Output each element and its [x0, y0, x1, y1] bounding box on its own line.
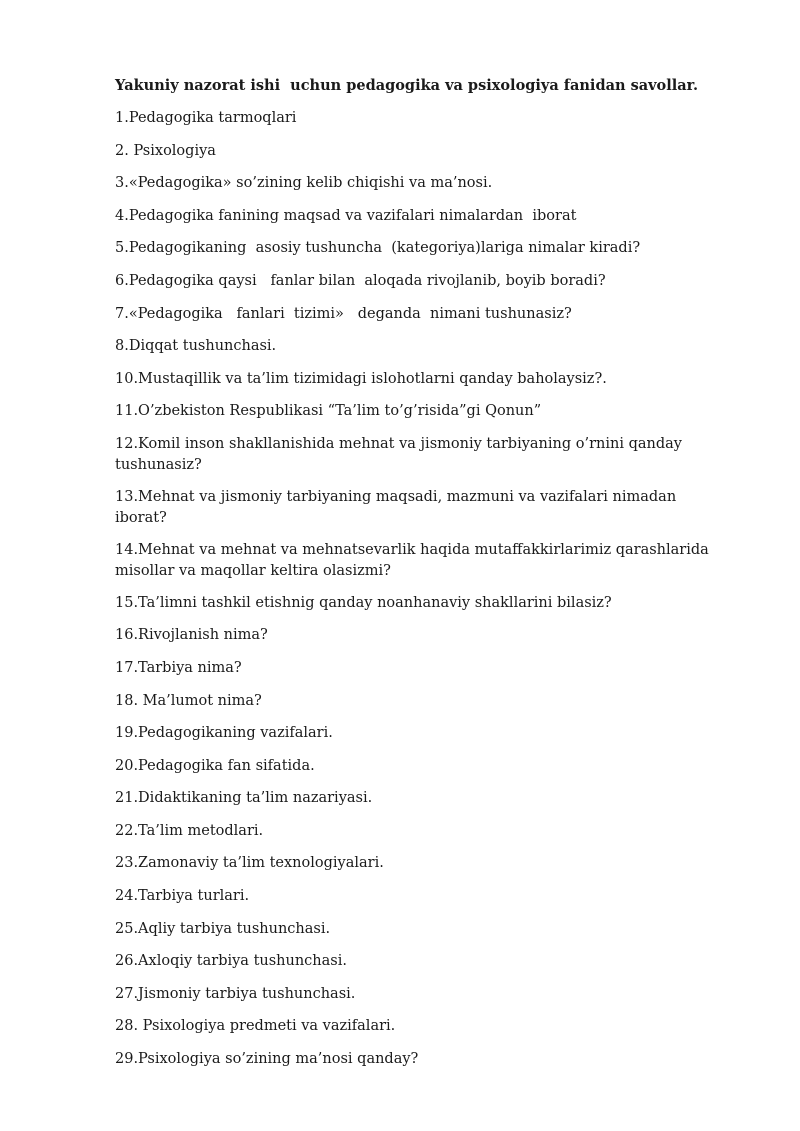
question-item: 4.Pedagogika fanining maqsad va vazifalari nimalardan iborat	[115, 207, 577, 224]
question-item: 1.Pedagogika tarmoqlari	[115, 110, 297, 126]
question-list	[115, 108, 730, 1070]
question-item: 11.O’zbekiston Respublikasi “Ta’lim to’g’risida”gi Qonun”	[115, 403, 542, 420]
question-item: 28. Psixologiya predmeti va vazifalari.	[115, 1018, 396, 1035]
question-item: 10.Mustaqillik va ta’lim tizimidagi islohotlarni qanday baholaysiz?.	[115, 370, 607, 387]
question-item: 21.Didaktikaning ta’lim nazariyasi.	[115, 790, 373, 807]
question-item: 15.Ta’limni tashkil etishnig qanday noanhanaviy shakllarini bilasiz?	[115, 594, 612, 611]
question-item: 23.Zamonaviy ta’lim texnologiyalari.	[115, 855, 384, 872]
document-body	[115, 76, 730, 1082]
question-item: 12.Komil inson shakllanishida mehnat va jismoniy tarbiyaning o’rnini qanday tushunasiz?	[115, 435, 682, 473]
question-item: 27.Jismoniy tarbiya tushunchasi.	[115, 985, 356, 1002]
question-item: 24.Tarbiya turlari.	[115, 888, 250, 905]
question-item: 8.Diqqat tushunchasi.	[115, 338, 277, 355]
question-item: 7.«Pedagogika fanlari tizimi» deganda nimani tushunasiz?	[115, 305, 572, 322]
question-item: 5.Pedagogikaning asosiy tushuncha (kategoriya)lariga nimalar kiradi?	[115, 240, 641, 257]
question-item: 22.Ta’lim metodlari.	[115, 822, 264, 839]
question-item: 2. Psixologiya	[115, 142, 216, 159]
question-item: 26.Axloqiy tarbiya tushunchasi.	[115, 953, 347, 970]
question-item: 13.Mehnat va jismoniy tarbiyaning maqsadi, mazmuni va vazifalari nimadan iborat?	[115, 488, 681, 526]
question-item: 25.Aqliy tarbiya tushunchasi.	[115, 920, 331, 937]
question-item: 17.Tarbiya nima?	[115, 659, 242, 676]
question-item: 16.Rivojlanish nima?	[115, 627, 268, 644]
question-item: 6.Pedagogika qaysi fanlar bilan aloqada rivojlanib, boyib boradi?	[115, 272, 606, 289]
question-item: 20.Pedagogika fan sifatida.	[115, 757, 315, 774]
question-item: 19.Pedagogikaning vazifalari.	[115, 725, 333, 742]
question-item: 14.Mehnat va mehnat va mehnatsevarlik haqida mutaffakkirlarimiz qarashlarida misollar va maqollar keltira olasizmi?	[115, 542, 709, 580]
question-item: 3.«Pedagogika» so’zining kelib chiqishi va ma’nosi.	[115, 175, 493, 192]
question-item: 29.Psixologiya so’zining ma’nosi qanday?	[115, 1051, 419, 1068]
document-title: Yakuniy nazorat ishi uchun pedagogika va psixologiya fanidan savollar.	[115, 77, 698, 94]
question-item: 18. Ma’lumot nima?	[115, 692, 262, 709]
